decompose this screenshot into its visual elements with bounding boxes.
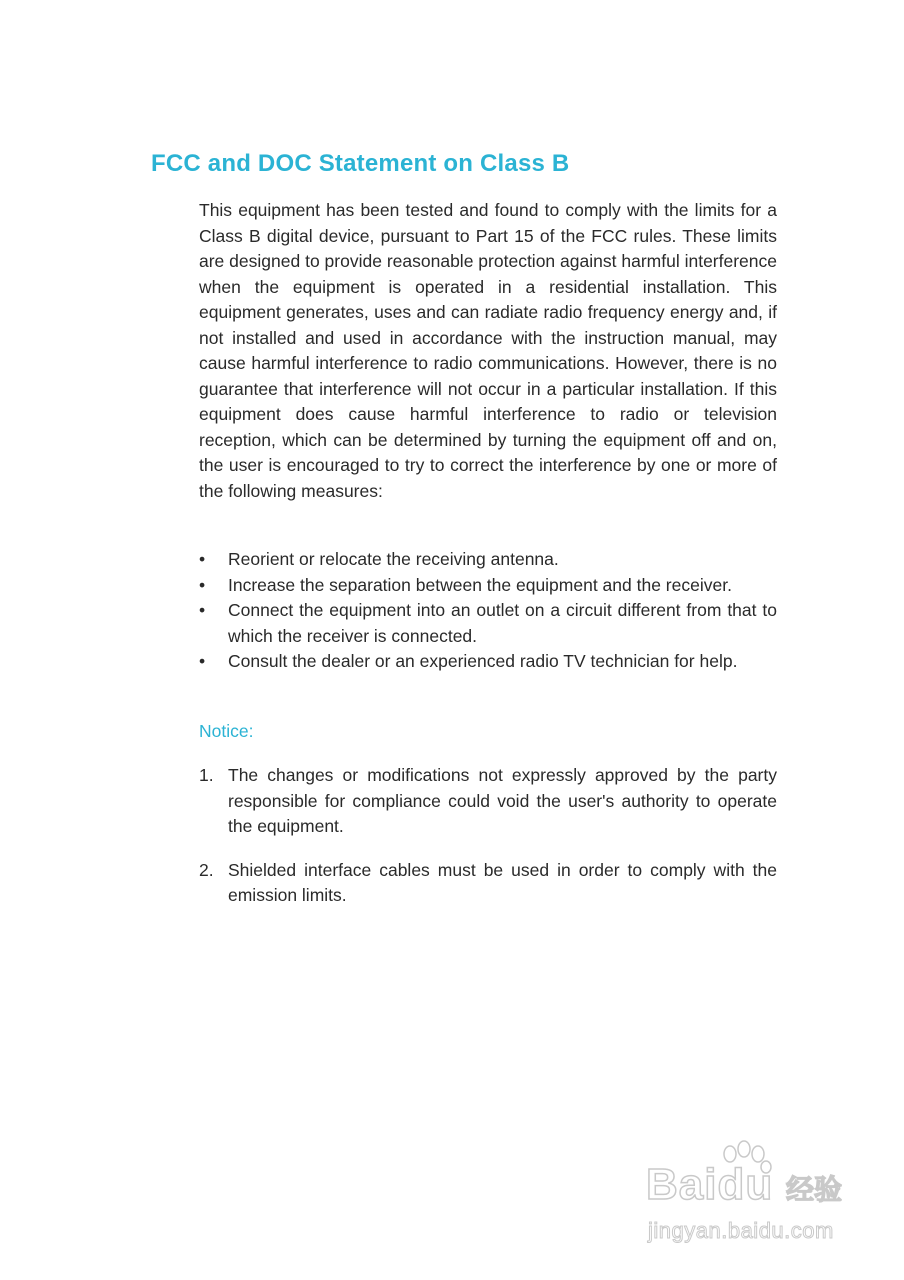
watermark-logo: Baidu	[646, 1160, 774, 1209]
notice-label: Notice:	[199, 721, 254, 741]
list-item	[199, 858, 777, 909]
measure-text: Consult the dealer or an experienced radio TV technician for help.	[228, 651, 738, 671]
list-item	[199, 598, 777, 649]
watermark-suffix: 经验	[786, 1173, 843, 1206]
page-title: FCC and DOC Statement on Class B	[151, 150, 570, 177]
measure-text: Connect the equipment into an outlet on a circuit different from that to which the receiver is connected.	[228, 600, 777, 646]
bullet-icon: •	[199, 600, 206, 620]
notice-text: The changes or modifications not expressly approved by the party responsible for compliance could void the user's authority to operate the equipment.	[228, 765, 777, 836]
list-item	[199, 573, 777, 599]
bullet-icon: •	[199, 549, 206, 569]
notice-list	[199, 763, 777, 927]
bullet-icon: •	[199, 651, 206, 671]
bullet-icon: •	[199, 574, 206, 595]
list-item	[199, 763, 777, 840]
item-number: 1.	[199, 765, 214, 785]
notice-text: Shielded interface cables must be used in order to comply with the emission limits.	[228, 859, 777, 905]
watermark-url: jingyan.baidu.com	[648, 1218, 834, 1243]
baidu-watermark	[640, 1140, 860, 1250]
list-item	[199, 649, 777, 675]
list-item	[199, 547, 777, 573]
measure-text: Increase the separation between the equipment and the receiver.	[228, 574, 732, 595]
measure-text: Reorient or relocate the receiving antenna.	[228, 549, 559, 569]
item-number: 2.	[199, 859, 214, 880]
intro-paragraph: This equipment has been tested and found to comply with the limits for a Class B digital device, pursuant to Part 15 of the FCC rules. These limits are designed to provide reasonable protection against harmful interference when the equipment is operated in a residential installation. This equipment generates, uses and can radiate radio frequency energy and, if not installed and used in accordance with the instruction manual, may cause harmful interference to radio communications. However, there is no guarantee that interference will not occur in a particular installation. If this equipment does cause harmful interference to radio or television reception, which can be determined by turning the equipment off and on, the user is encouraged to try to correct the interference by one or more of the following measures:	[199, 200, 777, 501]
measures-list	[199, 547, 777, 675]
